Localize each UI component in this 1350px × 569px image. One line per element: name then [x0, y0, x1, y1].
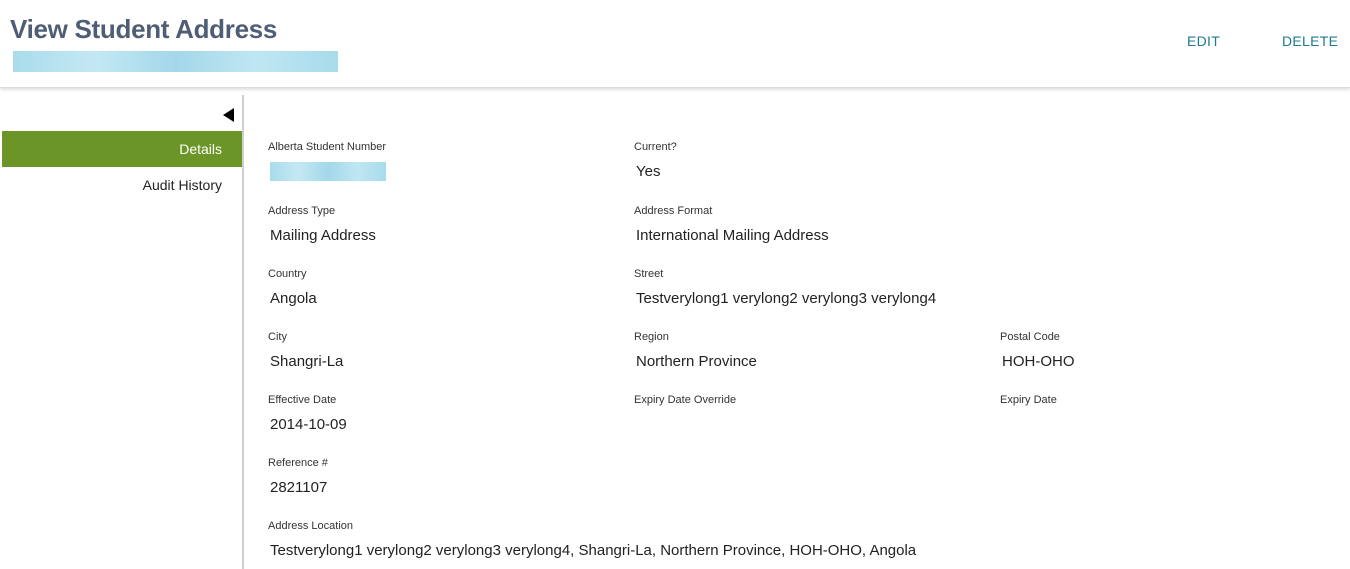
- field-postal-code: [1000, 331, 1075, 370]
- sidebar-item-audit-history[interactable]: Audit History: [142, 177, 222, 193]
- field-region: [634, 331, 757, 370]
- field-label: Expiry Date Override: [634, 394, 737, 406]
- page-header: [0, 0, 1350, 88]
- field-value: International Mailing Address: [636, 227, 829, 244]
- redacted-student-number: [270, 162, 386, 181]
- field-value: Testverylong1 verylong2 verylong3 verylong4: [636, 290, 937, 307]
- field-effective-date: [268, 394, 347, 433]
- field-value: Northern Province: [636, 353, 757, 370]
- field-value: Yes: [636, 163, 661, 180]
- field-country: [268, 268, 317, 307]
- field-reference-number: [268, 457, 328, 496]
- sidebar: [0, 95, 244, 569]
- edit-button[interactable]: EDIT: [1187, 33, 1221, 49]
- field-label: Effective Date: [268, 394, 337, 406]
- field-label: Postal Code: [1000, 331, 1060, 343]
- collapse-sidebar-icon[interactable]: [222, 107, 236, 123]
- field-label: Region: [634, 331, 669, 343]
- sidebar-item-details[interactable]: Details: [2, 131, 242, 167]
- field-value: Testverylong1 verylong2 verylong3 verylong4, Shangri-La, Northern Province, HOH-OHO, Angola: [270, 542, 917, 559]
- field-value: 2014-10-09: [270, 416, 347, 433]
- field-label: Address Location: [268, 520, 353, 532]
- field-address-location: [268, 520, 916, 559]
- field-label: City: [268, 331, 287, 343]
- field-address-type: [268, 205, 376, 244]
- field-value: HOH-OHO: [1002, 353, 1075, 370]
- field-value: Angola: [270, 290, 317, 307]
- page-title: View Student Address: [10, 14, 278, 44]
- field-street: [634, 268, 936, 307]
- field-alberta-student-number: [268, 141, 386, 157]
- field-current: [634, 141, 677, 180]
- field-value: Mailing Address: [270, 227, 376, 244]
- field-value: 2821107: [270, 479, 328, 496]
- field-expiry-date-override: [634, 394, 736, 410]
- field-label: Country: [268, 268, 307, 280]
- details-panel: [246, 95, 1350, 569]
- field-label: Alberta Student Number: [268, 141, 387, 153]
- field-label: Current?: [634, 141, 677, 153]
- field-expiry-date: [1000, 394, 1057, 410]
- redacted-student-name: [13, 51, 338, 72]
- field-label: Address Type: [268, 205, 336, 217]
- field-label: Address Format: [634, 205, 713, 217]
- field-city: [268, 331, 343, 370]
- field-label: Street: [634, 268, 664, 280]
- field-value: Shangri-La: [270, 353, 344, 370]
- field-label: Reference #: [268, 457, 328, 469]
- field-label: Expiry Date: [1000, 394, 1057, 406]
- delete-button[interactable]: DELETE: [1282, 33, 1339, 49]
- field-address-format: [634, 205, 829, 244]
